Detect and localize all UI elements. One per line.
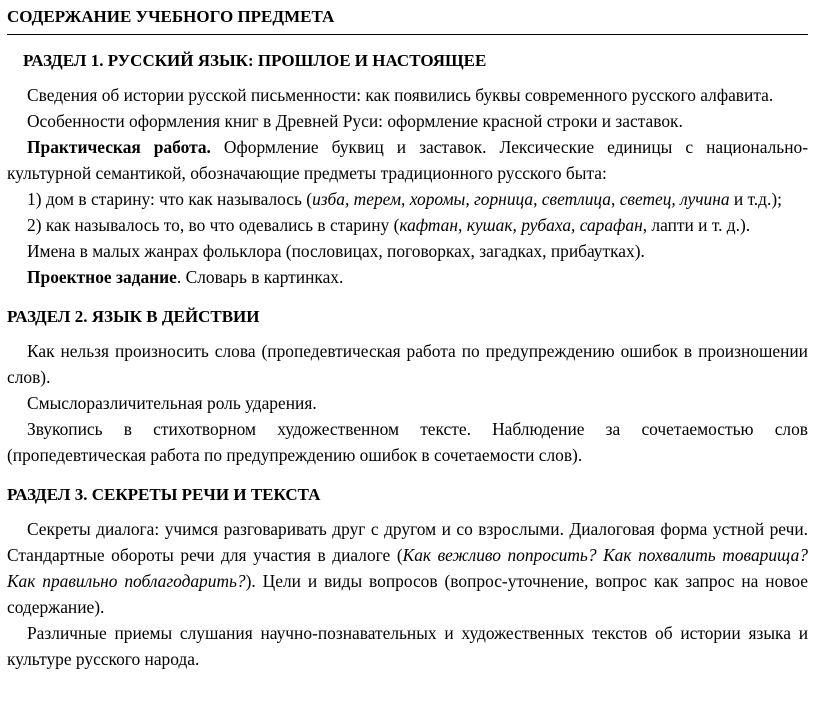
section-1 [7, 48, 808, 290]
list-item-2-examples: кафтан, кушак, рубаха, сарафан [399, 215, 643, 235]
section-1-paragraph-2: Особенности оформления книг в Древней Руси: оформление красной строки и заставок. [27, 111, 683, 131]
document-title: СОДЕРЖАНИЕ УЧЕБНОГО ПРЕДМЕТА [7, 7, 335, 26]
section-1-paragraph-5 [7, 212, 808, 238]
section-2-heading: РАЗДЕЛ 2. ЯЗЫК В ДЕЙСТВИИ [7, 307, 260, 326]
dialog-tail: ). Цели и виды вопросов (вопрос-уточнение, вопрос как запрос на новое содержание). [7, 571, 808, 617]
list-item-2-text: 2) как называлось то, во что одевались в старину ( [27, 215, 400, 235]
section-3 [7, 482, 808, 672]
practical-work-text: Оформление буквиц и заставок. Лексические единицы с национально-культурной семантикой, обозначающие предметы традиционного русского быта: [7, 137, 808, 183]
section-1-paragraph-3 [7, 134, 808, 186]
section-1-paragraph-7 [7, 264, 808, 290]
list-item-1-examples: изба, терем, хоромы, горница, светлица, светец, лучина [312, 189, 730, 209]
section-2-paragraph-2: Смыслоразличительная роль ударения. [27, 393, 317, 413]
section-2 [7, 304, 808, 468]
section-2-paragraph-3: Звукопись в стихотворном художественном тексте. Наблюдение за сочетаемостью слов (пропедевтическая работа по предупреждению ошибок в сочетаемости слов). [7, 419, 808, 465]
section-3-paragraph-1 [7, 516, 808, 620]
list-item-1-tail: и т.д.); [729, 189, 782, 209]
section-1-paragraph-1: Сведения об истории русской письменности: как появились буквы современного русского алфавита. [27, 85, 774, 105]
section-1-paragraph-4 [7, 186, 808, 212]
dialog-text: Секреты диалога: учимся разговаривать друг с другом и со взрослыми. Диалоговая форма устной речи. Стандартные обороты речи для участия в диалоге ( [7, 519, 808, 565]
dialog-examples: Как вежливо попросить? Как похвалить товарища? Как правильно поблагодарить? [7, 545, 808, 591]
project-task-label: Проектное задание [27, 267, 177, 287]
section-3-heading: РАЗДЕЛ 3. СЕКРЕТЫ РЕЧИ И ТЕКСТА [7, 485, 321, 504]
list-item-2-tail: , лапти и т. д.). [642, 215, 751, 235]
project-task-text: . Словарь в картинках. [176, 267, 344, 287]
section-1-heading: РАЗДЕЛ 1. РУССКИЙ ЯЗЫК: ПРОШЛОЕ И НАСТОЯЩЕЕ [23, 51, 487, 70]
section-3-paragraph-2: Различные приемы слушания научно-познавательных и художественных текстов об истории языка и культуре русского народа. [7, 623, 808, 669]
section-1-paragraph-6: Имена в малых жанрах фольклора (пословицах, поговорках, загадках, прибаутках). [27, 241, 645, 261]
title-divider [7, 34, 808, 35]
section-2-paragraph-1: Как нельзя произносить слова (пропедевтическая работа по предупреждению ошибок в произношении слов). [7, 341, 808, 387]
list-item-1-text: 1) дом в старину: что как называлось ( [27, 189, 313, 209]
practical-work-label: Практическая работа. [27, 137, 211, 157]
